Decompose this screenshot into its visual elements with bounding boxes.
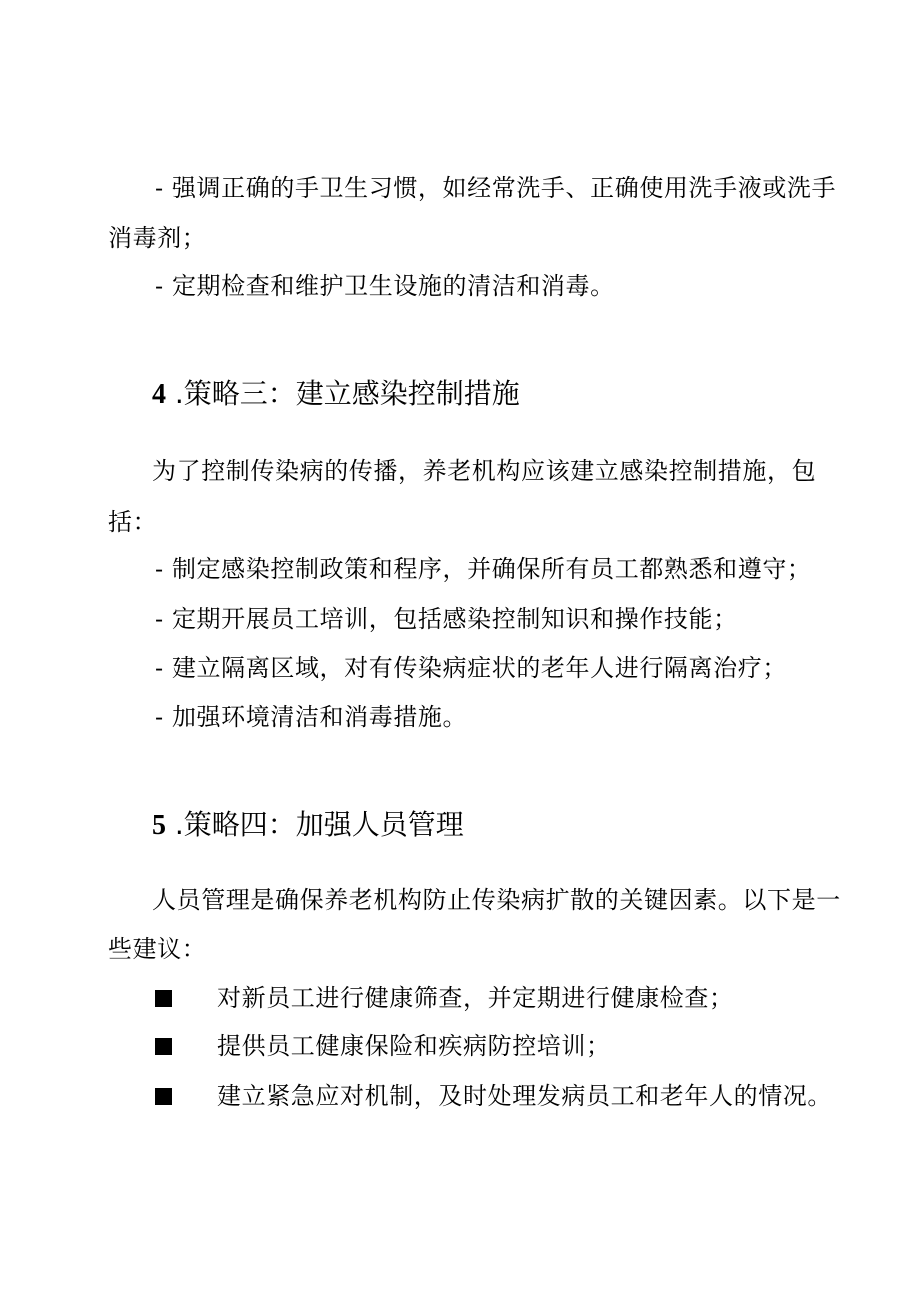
section-4-bullet-4: - 加强环境清洁和消毒措施。 [155,703,468,731]
section-5-bullet-2 [0,1030,920,1062]
section-5-heading [152,807,464,844]
section-4-title: .策略三：建立感染控制措施 [174,377,520,410]
section-4-intro-line-2: 括： [108,508,158,536]
section-5-number: 5 [152,810,166,841]
section-4-heading [152,376,520,413]
section-5-bullet-1-text: 对新员工进行健康筛查，并定期进行健康检查； [217,984,734,1012]
section-5-bullet-3-text: 建立紧急应对机制，及时处理发病员工和老年人的情况。 [217,1082,832,1110]
section-5-intro-line-2: 些建议： [108,935,207,963]
square-bullet-icon [155,990,172,1007]
section-5-bullet-1 [0,982,920,1014]
square-bullet-icon [155,1088,172,1105]
square-bullet-icon [155,1038,172,1055]
intro-bullet-1-line-2: 消毒剂； [108,224,207,252]
section-4-bullet-3: - 建立隔离区域，对有传染病症状的老年人进行隔离治疗； [155,654,787,682]
section-4-bullet-2: - 定期开展员工培训，包括感染控制知识和操作技能； [155,605,738,633]
section-5-intro-line-1: 人员管理是确保养老机构防止传染病扩散的关键因素。以下是一 [152,886,841,914]
section-5-bullet-2-text: 提供员工健康保险和疾病防控培训； [217,1032,611,1060]
section-4-number: 4 [152,379,166,410]
section-5-title: .策略四：加强人员管理 [174,808,464,841]
section-4-bullet-1: - 制定感染控制政策和程序，并确保所有员工都熟悉和遵守； [155,555,812,583]
section-4-intro-line-1: 为了控制传染病的传播，养老机构应该建立感染控制措施，包 [152,457,817,485]
intro-bullet-2: - 定期检查和维护卫生设施的清洁和消毒。 [155,272,615,300]
intro-bullet-1-line-1: - 强调正确的手卫生习惯，如经常洗手、正确使用洗手液或洗手 [155,174,837,202]
section-5-bullet-3 [0,1080,920,1112]
